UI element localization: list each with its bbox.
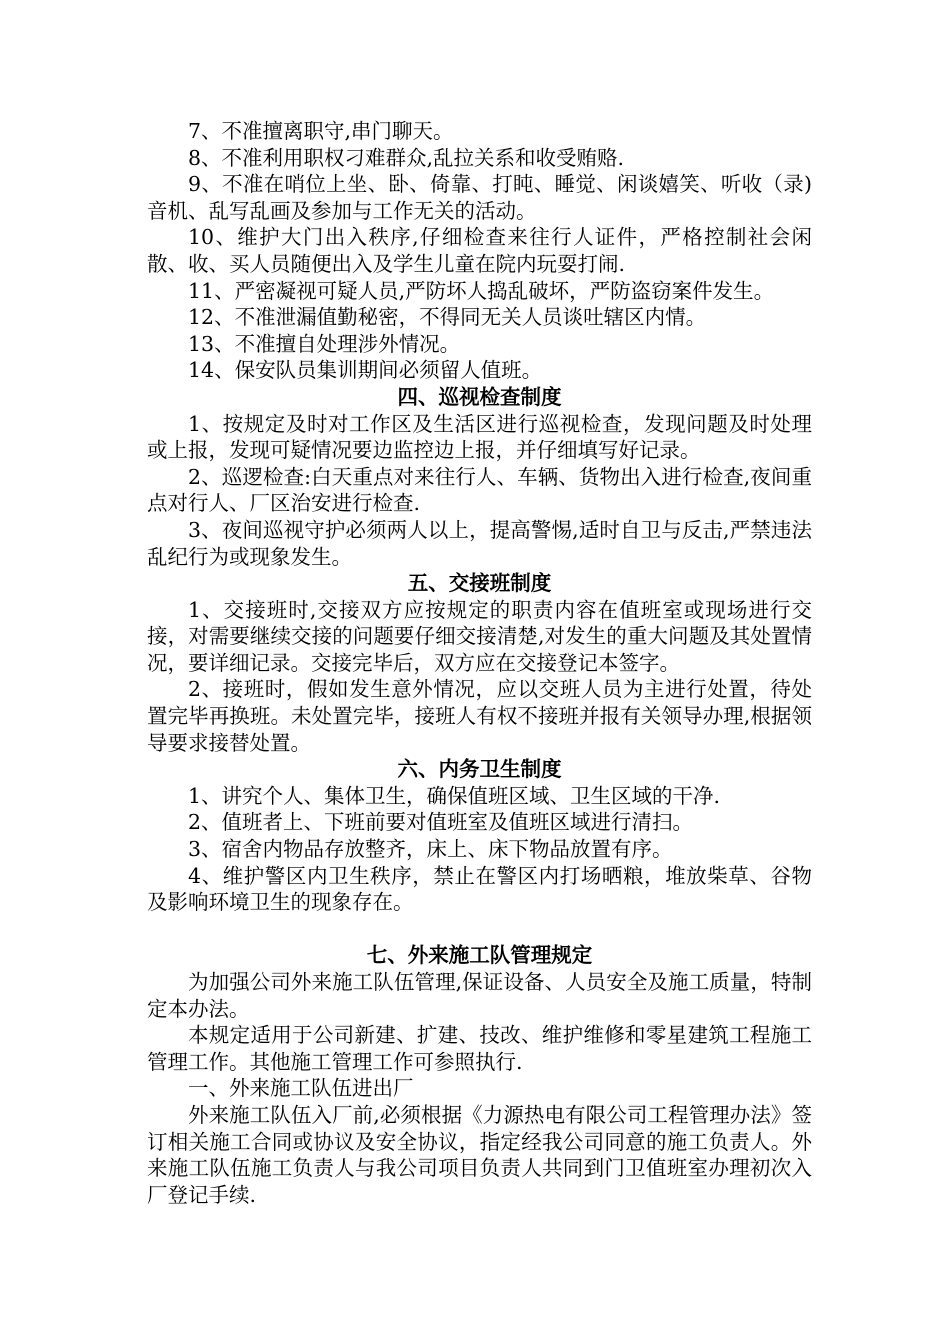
section-7-subheading-1: 一、外来施工队伍进出厂 — [188, 1076, 414, 1101]
section-7-paragraph-3: 外来施工队伍入厂前,必须根据《力源热电有限公司工程管理办法》签订相关施工合同或协议及安全协议，指定经我公司同意的施工负责人。外来施工队伍施工负责人与我公司项目负责人共同到门卫值班室办理初次入厂登记手续. — [147, 1102, 812, 1207]
section-5-item-1: 1、交接班时,交接双方应按规定的职责内容在值班室或现场进行交接，对需要继续交接的问题要仔细交接清楚,对发生的重大问题及其处置情况，要详细记录。交接完毕后，双方应在交接登记本签字。 — [147, 597, 812, 675]
rule-12: 12、不准泄漏值勤秘密，不得同无关人员谈吐辖区内情。 — [188, 305, 707, 330]
section-7-paragraph-2: 本规定适用于公司新建、扩建、技改、维护维修和零星建筑工程施工管理工作。其他施工管理工作可参照执行. — [147, 1023, 812, 1074]
section-4-item-1: 1、按规定及时对工作区及生活区进行巡视检查，发现问题及时处理或上报，发现可疑情况要边监控边上报，并仔细填写好记录。 — [147, 411, 812, 463]
section-5-item-2: 2、接班时，假如发生意外情况，应以交班人员为主进行处置，待处置完毕再换班。未处置完毕，接班人有权不接班并报有关领导办理,根据领导要求接替处置。 — [147, 677, 812, 755]
section-7-heading: 七、外来施工队管理规定 — [366, 943, 593, 968]
section-spacer — [147, 916, 812, 943]
rule-8: 8、不准利用职权刁难群众,乱拉关系和收受贿赂. — [188, 145, 625, 170]
section-6-item-3: 3、宿舍内物品存放整齐，床上、床下物品放置有序。 — [188, 837, 673, 862]
section-4-item-3: 3、夜间巡视守护必须两人以上，提高警惕,适时自卫与反击,严禁违法乱纪行为或现象发生。 — [147, 517, 812, 569]
section-6-item-4: 4、维护警区内卫生秩序，禁止在警区内打场晒粮，堆放柴草、谷物及影响环境卫生的现象存在。 — [147, 863, 812, 915]
rule-10: 10、维护大门出入秩序,仔细检查来往行人证件，严格控制社会闲散、收、买人员随便出入及学生儿童在院内玩耍打闹. — [147, 225, 812, 276]
section-6-heading: 六、内务卫生制度 — [397, 757, 562, 782]
section-4-item-2: 2、巡逻检查:白天重点对来往行人、车辆、货物出入进行检查,夜间重点对行人、厂区治安进行检查. — [147, 464, 812, 516]
section-6-item-1: 1、讲究个人、集体卫生，确保值班区域、卫生区域的干净. — [188, 783, 721, 808]
rule-11: 11、严密凝视可疑人员,严防坏人捣乱破坏，严防盗窃案件发生。 — [188, 278, 775, 303]
section-5-heading: 五、交接班制度 — [407, 571, 552, 596]
rule-7: 7、不准擅离职守,串门聊天。 — [188, 119, 454, 143]
rule-9: 9、不准在哨位上坐、卧、倚靠、打盹、睡觉、闲谈嬉笑、听收（录)音机、乱写乱画及参加与工作无关的活动。 — [147, 172, 812, 223]
document-body — [147, 118, 812, 1208]
section-4-heading: 四、巡视检查制度 — [397, 384, 562, 409]
rule-13: 13、不准擅自处理涉外情况。 — [188, 331, 461, 356]
rule-14: 14、保安队员集训期间必须留人值班。 — [188, 358, 543, 383]
section-6-item-2: 2、值班者上、下班前要对值班室及值班区域进行清扫。 — [188, 810, 694, 835]
section-7-paragraph-1: 为加强公司外来施工队伍管理,保证设备、人员安全及施工质量，特制定本办法。 — [147, 970, 812, 1021]
